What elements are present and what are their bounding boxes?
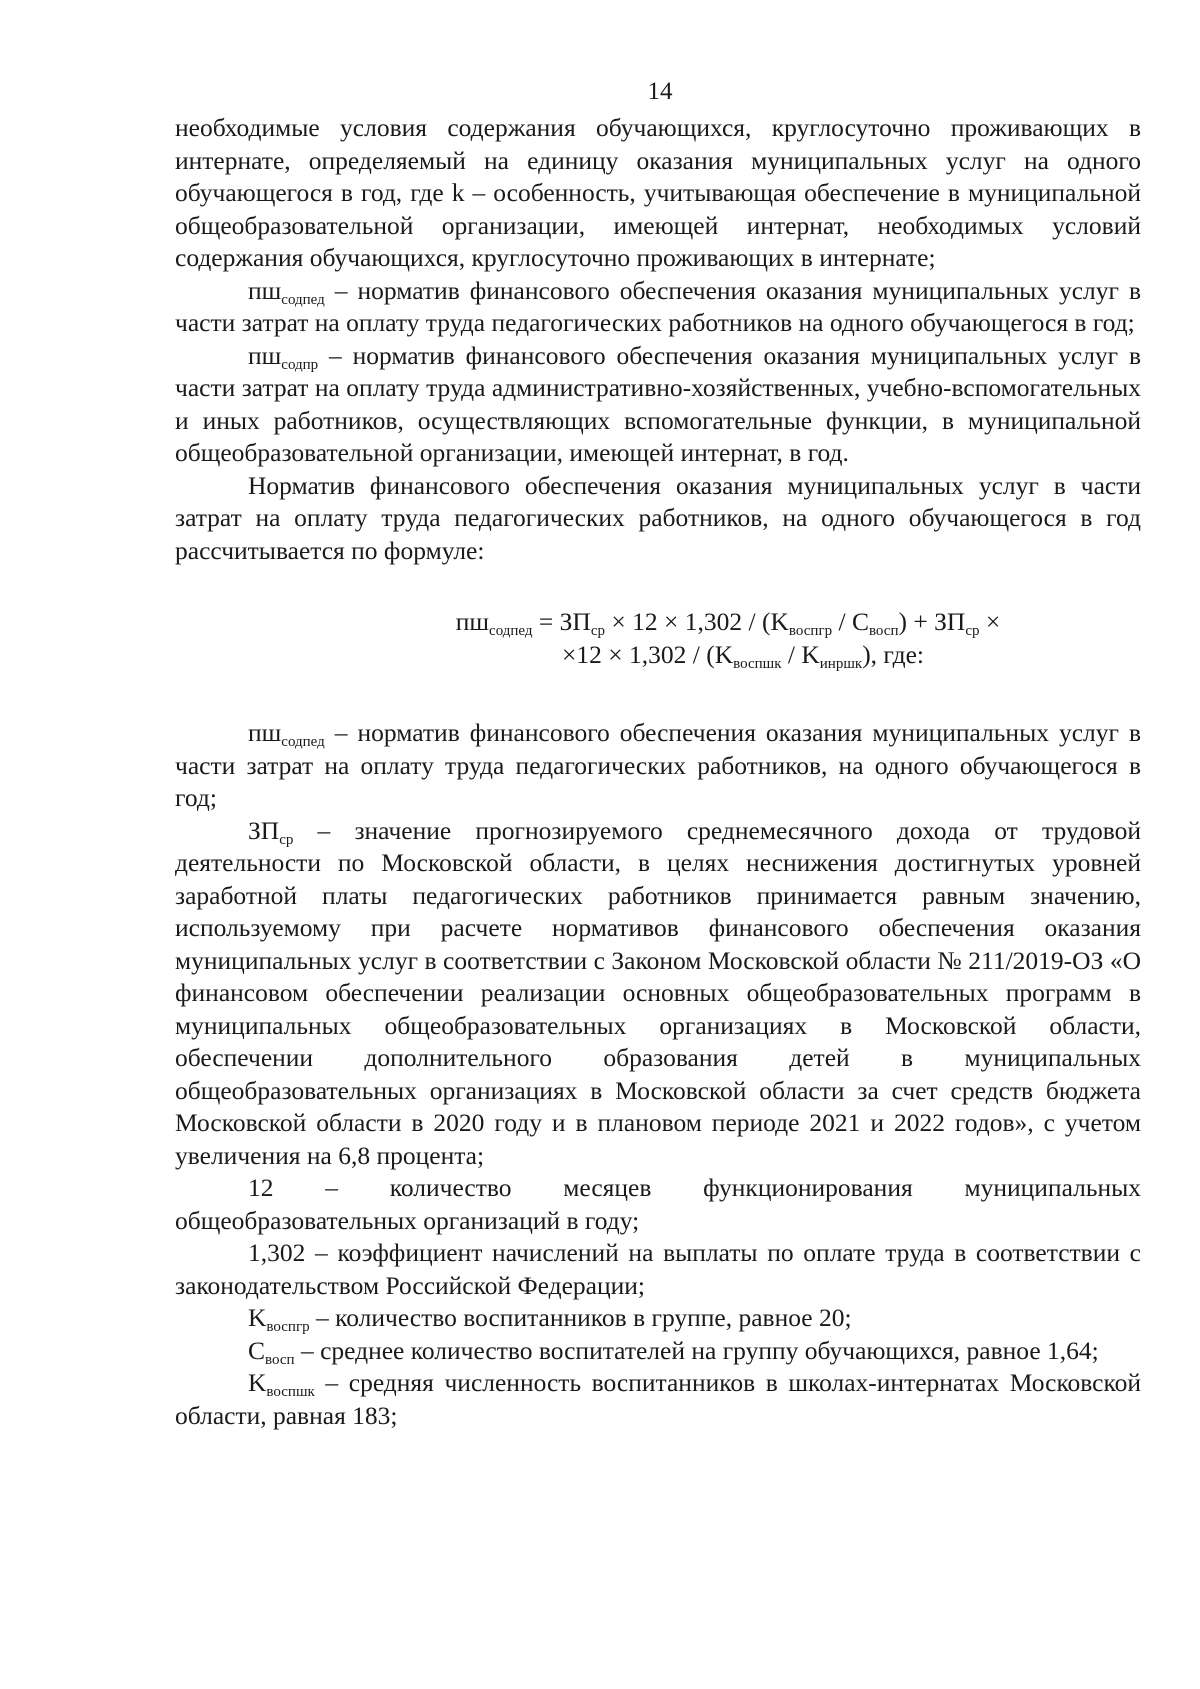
definition-text: – норматив финансового обеспечения оказания муниципальных услуг в части затрат на оплату труда педагогических работников, на одного обучающегося в год;	[175, 718, 1141, 812]
definition-text: – средняя численность воспитанников в школах-интернатах Московской области, равная 183;	[175, 1368, 1141, 1430]
symbol: ЗП	[248, 815, 280, 845]
symbol-subscript: воспгр	[266, 1319, 310, 1335]
page-number: 14	[647, 78, 673, 105]
formula-block	[175, 605, 1141, 671]
symbol-subscript: ср	[279, 831, 294, 848]
symbol: пш	[248, 275, 282, 305]
symbol-subscript: воспшк	[266, 1384, 315, 1400]
definition-text: – количество воспитанников в группе, равное 20;	[309, 1303, 852, 1332]
symbol-subscript: содпр	[281, 356, 319, 373]
definition-pshsodpr	[175, 340, 1141, 470]
definition-zp	[175, 815, 1141, 1173]
definition-text: – значение прогнозируемого среднемесячного дохода от трудовой деятельности по Московской области, в целях неснижения достигнутых уровней заработной платы педагогических работников принимается равным значению, используемому при расчете нормативов финансового обеспечения оказания муниципальных услуг в соответствии с Законом Московской области № 211/2019-ОЗ «О финансовом обеспечении реализации основных общеобразовательных программ в муниципальных общеобразовательных организациях в Московской области, обеспечении дополнительного образования детей в муниципальных общеобразовательных организациях в Московской области за счет средств бюджета Московской области в 2020 году и в плановом периоде 2021 и 2022 годов», с учетом увеличения на 6,8 процента;	[175, 815, 1141, 1170]
formula-line-1: $пш_{содпед} = ЗП_{ср} \times 12 \times 1,302 / (K_{воспгр} / C_{восп}) + ЗП_{ср}$ ×	[455, 607, 1001, 639]
formula-intro: Норматив финансового обеспечения оказания муниципальных услуг в части затрат на оплату труда педагогических работников, на одного обучающегося в год рассчитывается по формуле:	[175, 470, 1141, 565]
symbol: K	[248, 1303, 267, 1332]
definition-text: – норматив финансового обеспечения оказания муниципальных услуг в части затрат на оплату труда административно-хозяйственных, учебно-вспомогательных и иных работников, осуществляющих вспомогательные функции, в муниципальной общеобразовательной организации, имеющей интернат, в год.	[175, 340, 1141, 467]
document-body	[175, 112, 1141, 1432]
intro-paragraph: необходимые условия содержания обучающихся, круглосуточно проживающих в интернате, определяемый на единицу оказания муниципальных услуг на одного обучающегося в год, где k – особенность, учитывающая обеспечение в муниципальной общеобразовательной организации, имеющей интернат, необходимых условий содержания обучающихся, круглосуточно проживающих в интернате;	[175, 113, 1141, 272]
symbol: пш	[248, 718, 282, 747]
definition-kvospshk	[175, 1367, 1141, 1432]
symbol: K	[248, 1368, 267, 1397]
formula-line-2: $\times 12 \times 1,302 / (K_{воспшк} / K_{инршк})$, где:	[562, 640, 924, 672]
symbol: пш	[248, 340, 282, 370]
symbol: C	[248, 1335, 266, 1365]
definition-kvospgr	[175, 1302, 1141, 1335]
definition-cvosp	[175, 1335, 1141, 1368]
definition-12: 12 – количество месяцев функционирования муниципальных общеобразовательных организаций в году;	[175, 1173, 1141, 1235]
symbol-subscript: содпед	[281, 734, 325, 750]
definition-text: – норматив финансового обеспечения оказания муниципальных услуг в части затрат на оплату труда педагогических работников на одного обучающегося в год;	[175, 275, 1141, 337]
definition-pshsodped	[175, 275, 1141, 340]
symbol-subscript: содпед	[281, 291, 325, 308]
definition-pshsodped-2	[175, 717, 1141, 815]
symbol-subscript: восп	[265, 1351, 295, 1368]
definition-1302: 1,302 – коэффициент начислений на выплаты по оплате труда в соответствии с законодательством Российской Федерации;	[175, 1238, 1141, 1300]
definition-text: – среднее количество воспитателей на группу обучающихся, равное 1,64;	[294, 1335, 1099, 1365]
